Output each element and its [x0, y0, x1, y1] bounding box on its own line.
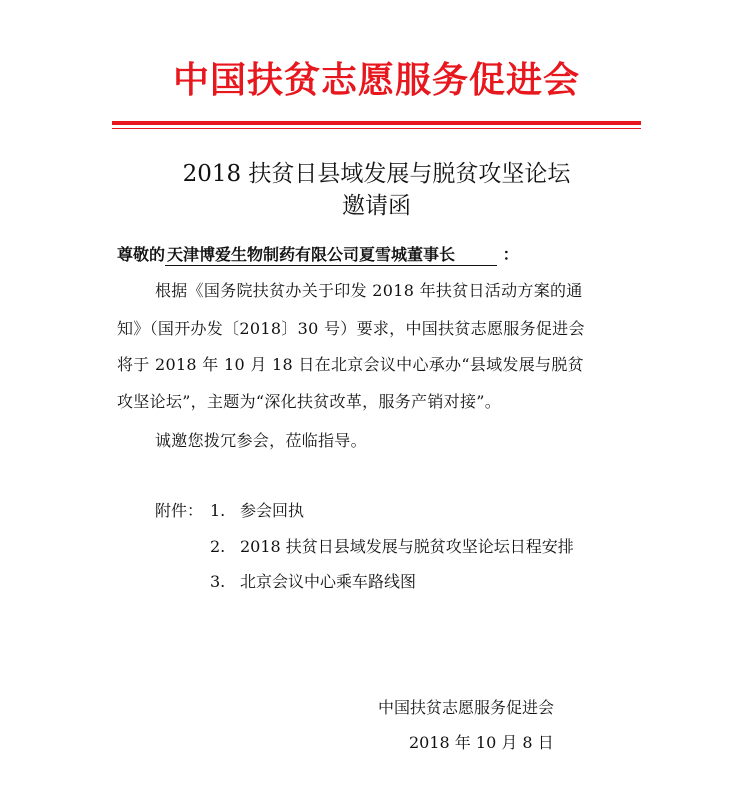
attachment-item: [210, 498, 304, 521]
attachment-number: 2.: [210, 537, 226, 556]
salutation-suffix: ：: [497, 245, 519, 264]
attachments-label: 附件：: [155, 501, 204, 520]
body-paragraph-line: 根据《国务院扶贫办关于印发 2018 年扶贫日活动方案的通: [155, 281, 583, 300]
attachment-item: [210, 569, 416, 592]
signature-organization: 中国扶贫志愿服务促进会: [378, 698, 555, 717]
attachment-text: 2018 扶贫日县域发展与脱贫攻坚论坛日程安排: [240, 537, 574, 556]
invitation-line: 诚邀您拨冗参会，莅临指导。: [155, 431, 367, 450]
document-subtitle: 邀请函: [342, 193, 411, 219]
attachment-text: 北京会议中心乘车路线图: [240, 572, 417, 591]
salutation: [117, 242, 519, 266]
salutation-prefix: 尊敬的: [117, 245, 166, 264]
document-title: 2018 扶贫日县域发展与脱贫攻坚论坛: [182, 161, 571, 187]
body-paragraph-line: 知》（国开办发〔2018〕30 号）要求，中国扶贫志愿服务促进会: [117, 319, 585, 338]
letterhead-rule-thin: [112, 128, 641, 129]
attachment-item: [210, 534, 574, 557]
signature-date: 2018 年 10 月 8 日: [409, 733, 554, 752]
body-paragraph-line: 攻坚论坛”，主题为“深化扶贫改革，服务产销对接”。: [117, 392, 502, 411]
body-paragraph-line: 将于 2018 年 10 月 18 日在北京会议中心承办“县域发展与脱贫: [117, 355, 584, 374]
letterhead-organization: 中国扶贫志愿服务促进会: [172, 59, 580, 101]
attachment-text: 参会回执: [240, 501, 305, 520]
attachment-number: 3.: [210, 572, 226, 591]
salutation-recipient: 天津博爱生物制药有限公司夏雪城董事长: [165, 242, 497, 266]
letterhead-rule-thick: [112, 121, 641, 125]
attachment-number: 1.: [210, 501, 226, 520]
